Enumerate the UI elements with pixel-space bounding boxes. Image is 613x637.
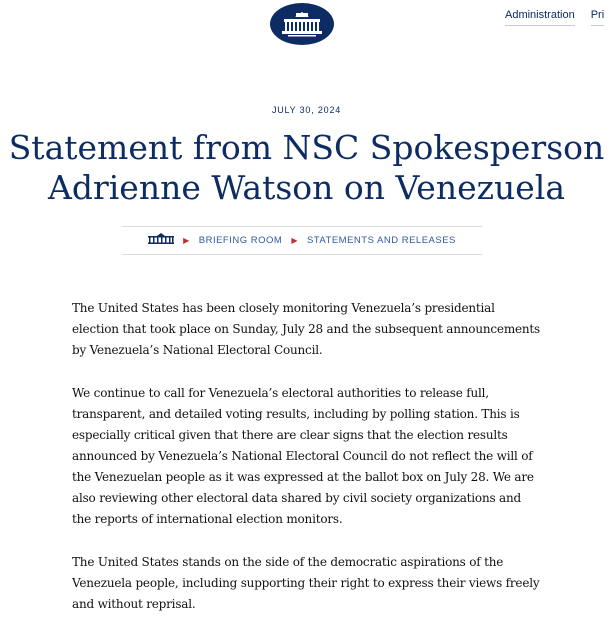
white-house-icon <box>148 233 174 245</box>
chevron-right-icon: ▶ <box>183 236 190 245</box>
paragraph: The United States has been closely monitoring Venezuela’s presidential election that took place on Sunday, July 28 and the subsequent announcements by Venezuela’s National Electoral Council. <box>72 301 541 357</box>
chevron-right-icon: ▶ <box>291 236 298 245</box>
title-line-2: Adrienne Watson on Venezuela <box>48 168 565 207</box>
nav-priorities[interactable]: Pri <box>591 9 604 26</box>
article-body <box>72 298 542 637</box>
title-line-1: Statement from NSC Spokesperson <box>8 128 605 167</box>
breadcrumb-statements-releases[interactable]: STATEMENTS AND RELEASES <box>306 235 456 246</box>
top-nav <box>505 9 613 26</box>
paragraph: We continue to call for Venezuela’s electoral authorities to release full, transparent, and detailed voting results, including by polling station. This is especially critical given that there are clear signs that the election results announced by Venezuela’s National Electoral Council do not reflect the will of the Venezuelan people as it was expressed at the ballot box on July 28. We are also reviewing other electoral data shared by civil society organizations and the reports of international election monitors. <box>72 386 534 526</box>
page-title <box>0 128 613 208</box>
breadcrumb-home[interactable] <box>148 233 174 248</box>
paragraph: The United States stands on the side of the democratic aspirations of the Venezuela people, including supporting their right to express their views freely and without reprisal. <box>72 555 540 611</box>
nav-administration[interactable]: Administration <box>505 9 575 26</box>
publish-date: JULY 30, 2024 <box>271 105 342 115</box>
white-house-logo[interactable] <box>270 3 334 45</box>
breadcrumb-briefing-room[interactable]: BRIEFING ROOM <box>198 235 283 246</box>
white-house-logo-icon <box>270 3 334 45</box>
breadcrumb <box>122 226 482 255</box>
